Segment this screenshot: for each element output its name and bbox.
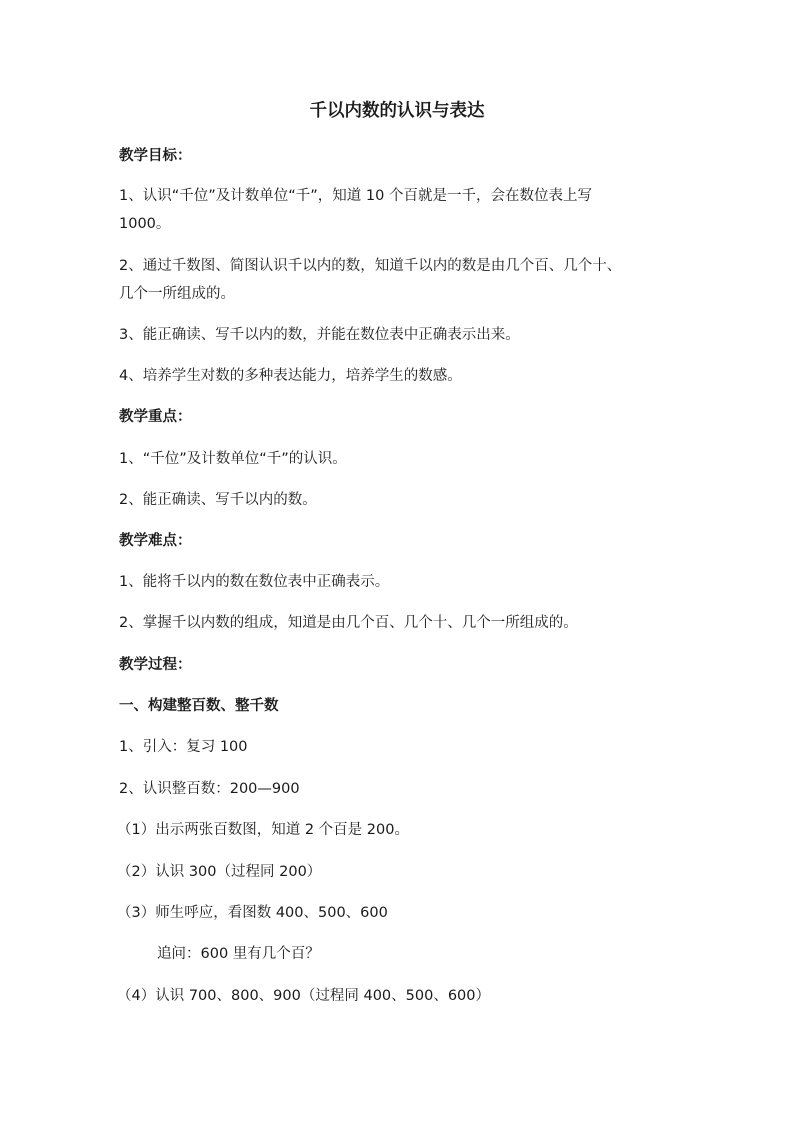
goals-heading: 教学目标：: [119, 148, 192, 164]
process-line-2: 2、认识整百数：200—900: [119, 781, 300, 797]
goal-line-1: 1、认识“千位”及计数单位“千”，知道 10 个百就是一千，会在数位表上写: [119, 188, 592, 204]
difficulty-2: 2、掌握千以内数的组成，知道是由几个百、几个十、几个一所组成的。: [119, 615, 578, 631]
goal-line-2: 1000。: [119, 216, 171, 232]
goal-line-3: 2、通过千数图、简图认识千以内的数，知道千以内的数是由几个百、几个十、: [119, 258, 622, 274]
process-line-1: 1、引入：复习 100: [119, 739, 248, 755]
key-point-1: 1、“千位”及计数单位“千”的认识。: [119, 451, 347, 467]
key-points-heading: 教学重点：: [119, 409, 192, 425]
difficulties-heading: 教学难点：: [119, 533, 192, 549]
difficulty-1: 1、能将千以内的数在数位表中正确表示。: [119, 574, 390, 590]
process-line-7: （4）认识 700、800、900（过程同 400、500、600）: [117, 988, 490, 1004]
section-one-heading: 一、构建整百数、整千数: [119, 698, 279, 714]
process-line-6: 追问：600 里有几个百？: [157, 946, 320, 962]
goal-line-5: 3、能正确读、写千以内的数，并能在数位表中正确表示出来。: [119, 327, 520, 343]
document-title: 千以内数的认识与表达: [309, 101, 485, 121]
process-line-3: （1）出示两张百数图，知道 2 个百是 200。: [117, 822, 409, 838]
key-point-2: 2、能正确读、写千以内的数。: [119, 492, 317, 508]
goal-line-6: 4、培养学生对数的多种表达能力，培养学生的数感。: [119, 368, 462, 384]
goal-line-4: 几个一所组成的。: [119, 286, 235, 302]
process-heading: 教学过程：: [119, 657, 192, 673]
process-line-5: （3）师生呼应，看图数 400、500、600: [117, 905, 388, 921]
process-line-4: （2）认识 300（过程同 200）: [117, 864, 322, 880]
